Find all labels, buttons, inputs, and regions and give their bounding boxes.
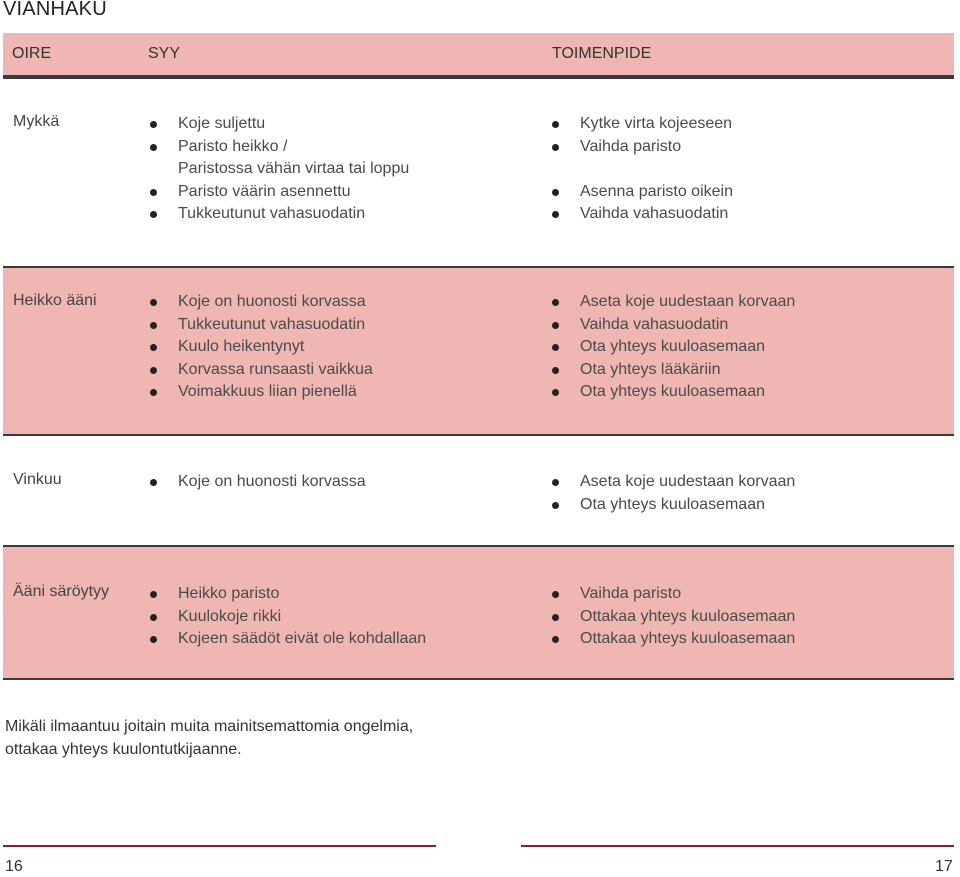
table-row: Vinkuu Koje on huonosti korvassa Aseta koje uudestaan korvaan Ota yhteys kuuloasemaan: [3, 434, 954, 545]
table-row: Mykkä Koje suljettu Paristo heikko / Paristossa vähän virtaa tai loppu Paristo väärin asennettu Tukkeutunut vahasuodatin Kytke virta kojeeseen Vaihda paristo Asenna paristo oikein Vaihda vahasuodatin: [3, 77, 954, 266]
column-header-action: TOIMENPIDE: [552, 45, 652, 62]
footnote-line: ottakaa yhteys kuulontutkijaanne.: [5, 740, 242, 758]
page-number-left: 16: [5, 858, 23, 875]
bullet-icon: [552, 502, 559, 509]
bullet-icon: [552, 636, 559, 643]
footnote: [5, 716, 413, 761]
bullet-icon: [150, 121, 157, 128]
column-header-cause: SYY: [148, 45, 181, 62]
bullet-icon: [150, 636, 157, 643]
row-symptom: Vinkuu: [13, 471, 62, 488]
table-header: [3, 33, 954, 77]
bullet-icon: [150, 144, 157, 151]
bullet-icon: [552, 389, 559, 396]
bullet-icon: [552, 344, 559, 351]
bullet-icon: [150, 299, 157, 306]
page-title: VIANHAKU: [3, 0, 107, 20]
row-symptom: Ääni säröytyy: [13, 583, 110, 600]
bullet-icon: [150, 322, 157, 329]
row-symptom: Mykkä: [13, 113, 60, 130]
footer-rule-right: [521, 845, 954, 847]
bullet-icon: [552, 614, 559, 621]
bullet-icon: [150, 479, 157, 486]
bullet-icon: [150, 211, 157, 218]
bullet-icon: [150, 389, 157, 396]
table-bottom-rule: [3, 678, 954, 680]
footnote-line: Mikäli ilmaantuu joitain muita mainitsemattomia ongelmia,: [5, 718, 414, 735]
bullet-icon: [150, 189, 157, 196]
table-row: Heikko ääni Koje on huonosti korvassa Tukkeutunut vahasuodatin Kuulo heikentynyt Korvassa runsaasti vaikkua Voimakkuus liian pienellä Aseta koje uudestaan korvaan Vaihda vahasuodatin Ota yhteys kuuloasemaan Ota yhteys lääkäriin Ota yhteys kuuloasemaan: [3, 266, 954, 434]
bullet-icon: [552, 367, 559, 374]
bullet-icon: [150, 614, 157, 621]
bullet-icon: [552, 211, 559, 218]
bullet-icon: [150, 344, 157, 351]
table-row: Ääni säröytyy Heikko paristo Kuulokoje rikki Kojeen säädöt eivät ole kohdallaan Vaihda paristo Ottakaa yhteys kuuloasemaan Ottakaa yhteys kuuloasemaan: [3, 545, 954, 680]
footer-rule-left: [3, 845, 436, 847]
bullet-icon: [552, 121, 559, 128]
bullet-icon: [150, 591, 157, 598]
column-header-symptom: OIRE: [12, 45, 52, 62]
bullet-icon: [150, 367, 157, 374]
bullet-icon: [552, 591, 559, 598]
bullet-icon: [552, 322, 559, 329]
bullet-icon: [552, 299, 559, 306]
page-number-right: 17: [935, 858, 953, 875]
bullet-icon: [552, 189, 559, 196]
bullet-icon: [552, 144, 559, 151]
bullet-icon: [552, 479, 559, 486]
row-symptom: Heikko ääni: [13, 292, 97, 309]
